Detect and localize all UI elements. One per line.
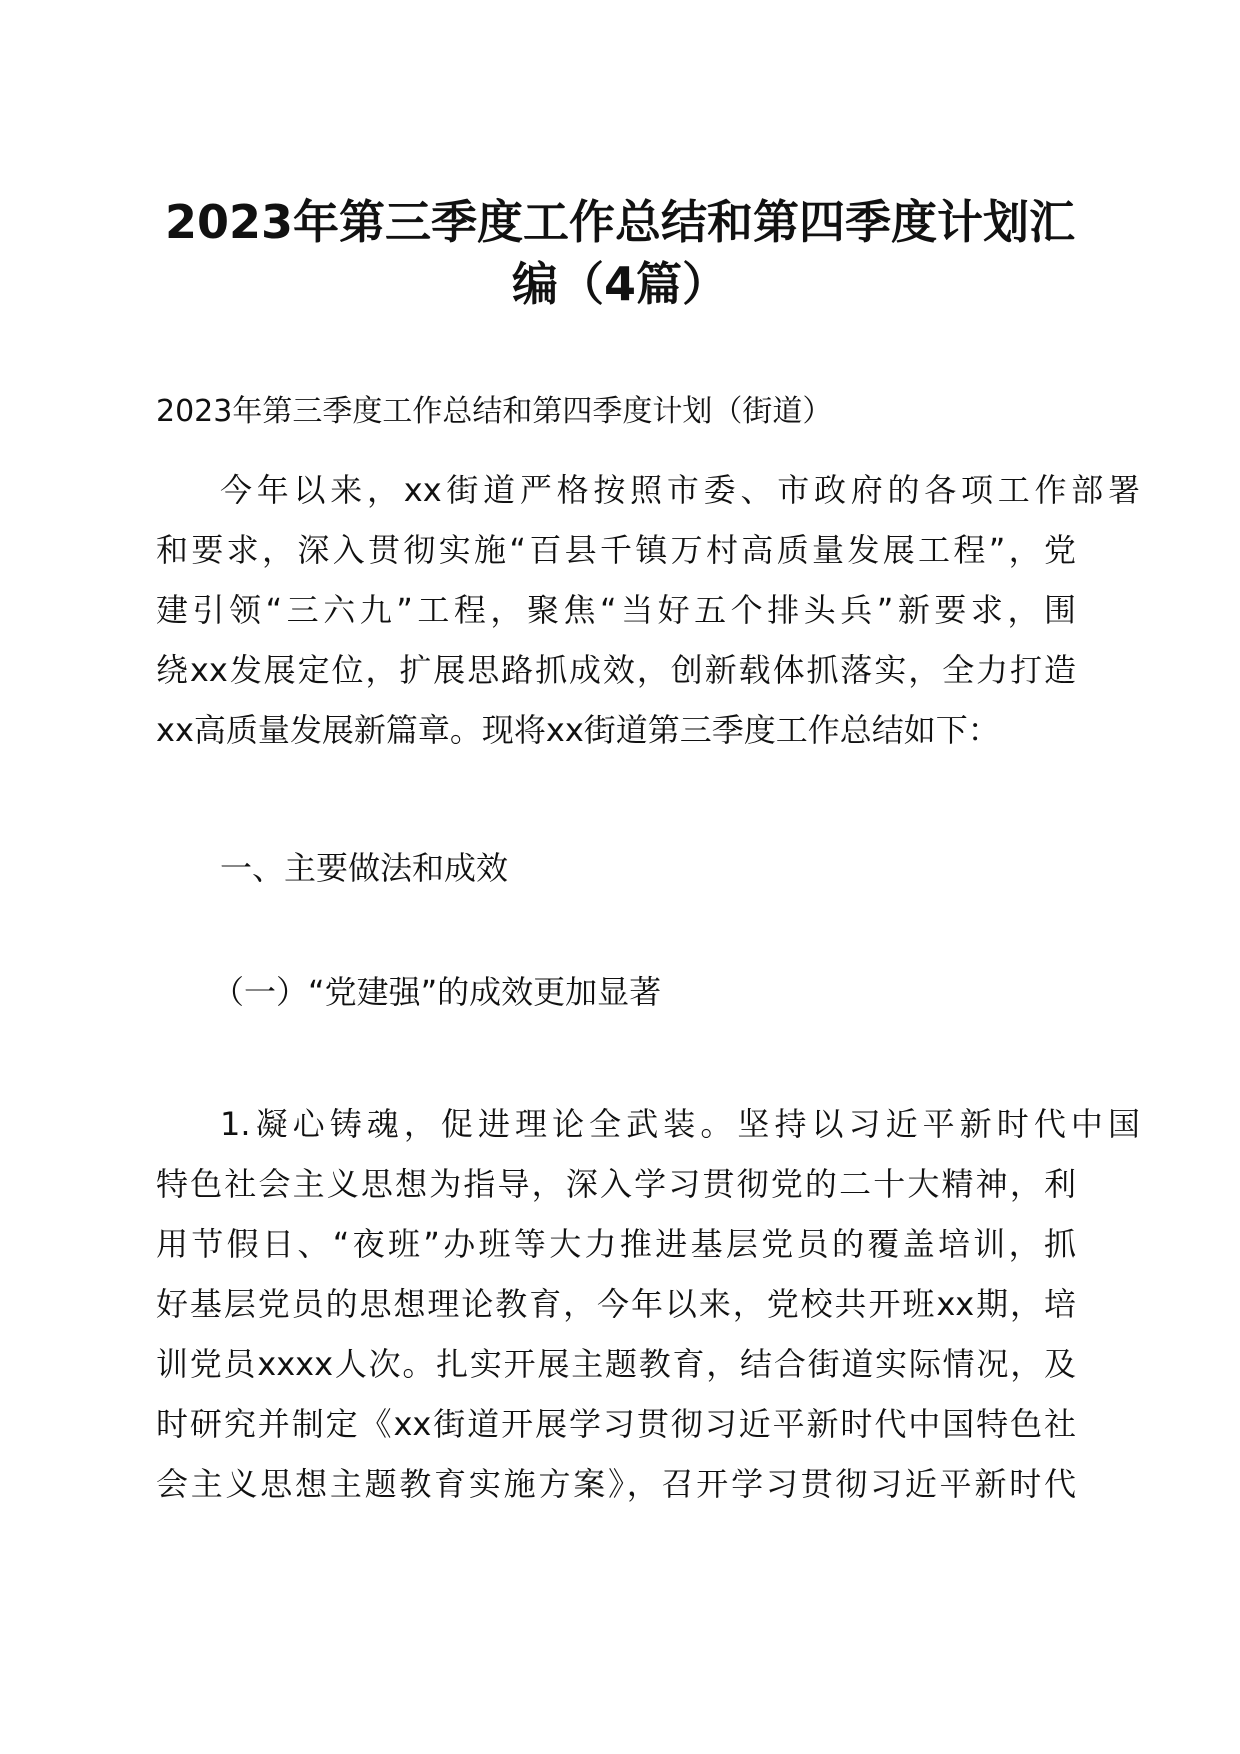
para1-line-7: 会主义思想主题教育实施方案》，召开学习贯彻习近平新时代 bbox=[156, 1465, 1076, 1503]
intro-line-3: 建引领“三六九”工程，聚焦“当好五个排头兵”新要求，围 bbox=[156, 591, 1076, 629]
document-title-line-1: 2023年第三季度工作总结和第四季度计划汇 bbox=[164, 195, 1076, 249]
heading-main-practices: 一、主要做法和成效 bbox=[220, 849, 509, 887]
para1-line-4: 好基层党员的思想理论教育，今年以来，党校共开班xx期，培 bbox=[156, 1285, 1076, 1323]
intro-line-1: 今年以来，xx街道严格按照市委、市政府的各项工作部署 bbox=[220, 471, 1140, 509]
para1-line-1: 1.凝心铸魂，促进理论全武装。坚持以习近平新时代中国 bbox=[220, 1105, 1140, 1143]
intro-line-2: 和要求，深入贯彻实施“百县千镇万村高质量发展工程”，党 bbox=[156, 531, 1076, 569]
intro-line-4: 绕xx发展定位，扩展思路抓成效，创新载体抓落实，全力打造 bbox=[156, 651, 1076, 689]
para1-line-2: 特色社会主义思想为指导，深入学习贯彻党的二十大精神，利 bbox=[156, 1165, 1076, 1203]
para1-line-5: 训党员xxxx人次。扎实开展主题教育，结合街道实际情况，及 bbox=[156, 1345, 1076, 1383]
para1-line-6: 时研究并制定《xx街道开展学习贯彻习近平新时代中国特色社 bbox=[156, 1405, 1076, 1443]
heading-party-building: （一）“党建强”的成效更加显著 bbox=[212, 973, 662, 1011]
intro-line-5: xx高质量发展新篇章。现将xx街道第三季度工作总结如下： bbox=[156, 711, 1000, 749]
section-subtitle: 2023年第三季度工作总结和第四季度计划（街道） bbox=[156, 394, 833, 429]
document-title-line-2: 编（4篇） bbox=[511, 257, 728, 311]
para1-line-3: 用节假日、“夜班”办班等大力推进基层党员的覆盖培训，抓 bbox=[156, 1225, 1076, 1263]
